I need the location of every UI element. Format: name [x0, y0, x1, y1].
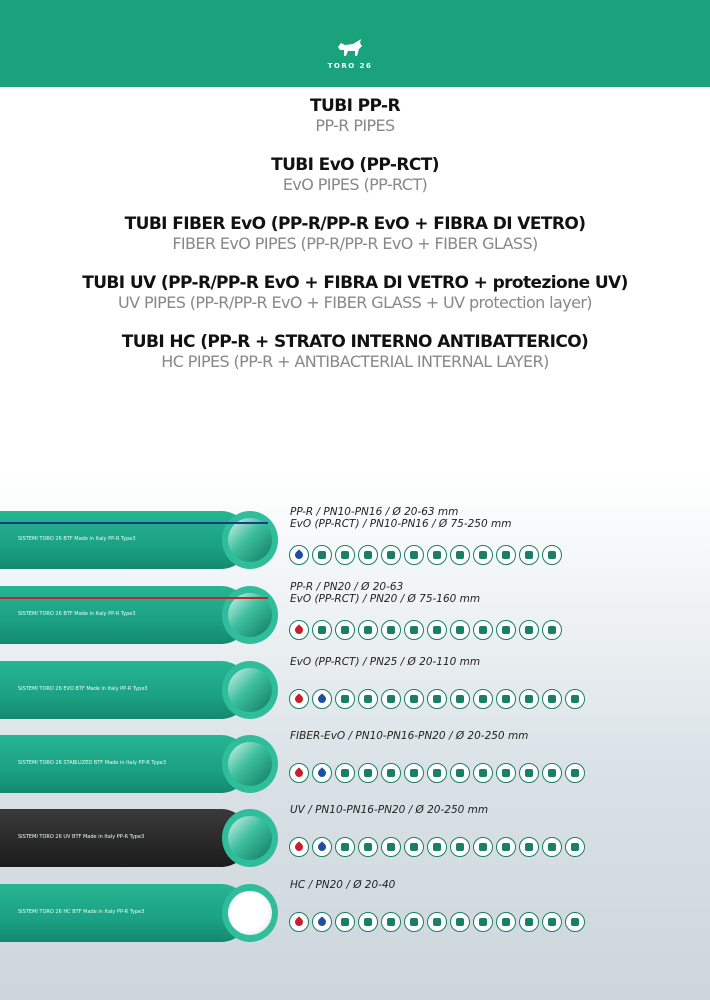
factory-icon: [542, 620, 562, 640]
waves-icon: [473, 912, 493, 932]
tank-icon: [450, 837, 470, 857]
spec-line: EvO (PP-RCT) / PN20 / Ø 75-160 mm: [290, 593, 481, 605]
fish-icon: [542, 837, 562, 857]
radiator-icon: [358, 689, 378, 709]
cup-icon: [312, 545, 332, 565]
title-list: [0, 96, 710, 391]
flask-icon: [496, 689, 516, 709]
header-band: [0, 0, 710, 87]
pipe-print-label: SISTEMI TORO 26 UV BTF Made in Italy PP-R Type3: [18, 834, 145, 840]
title-italian: TUBI UV (PP-R/PP-R EvO + FIBRA DI VETRO + protezione UV): [82, 273, 628, 293]
cup-icon: [335, 912, 355, 932]
cup-icon: [312, 620, 332, 640]
radiator-icon: [358, 763, 378, 783]
flask-icon: [496, 763, 516, 783]
leaf-icon: [404, 620, 424, 640]
title-english: HC PIPES (PP-R + ANTIBACTERIAL INTERNAL LAYER): [161, 352, 549, 371]
house-icon: [358, 620, 378, 640]
pipe-bore: [228, 668, 272, 712]
spec-line: EvO (PP-RCT) / PN25 / Ø 20-110 mm: [290, 656, 481, 668]
tank-icon: [450, 763, 470, 783]
waves-icon: [450, 545, 470, 565]
blue-drop-icon: [312, 689, 332, 709]
pipe-bore: [228, 593, 272, 637]
tank-icon: [450, 689, 470, 709]
heating-icon: [404, 912, 424, 932]
house-icon: [381, 912, 401, 932]
leaf-icon: [427, 763, 447, 783]
tree-icon: [519, 763, 539, 783]
pipe-bore: [228, 816, 272, 860]
pipe-bore: [228, 518, 272, 562]
blue-drop-icon: [312, 912, 332, 932]
spec-line: PP-R / PN10-PN16 / Ø 20-63 mm: [290, 506, 459, 518]
pipe-spec: [290, 804, 488, 816]
title-italian: TUBI FIBER EvO (PP-R/PP-R EvO + FIBRA DI VETRO): [124, 214, 586, 234]
red-drop-icon: [289, 620, 309, 640]
pipe-spec: [290, 581, 480, 605]
pipe-spec: [290, 879, 395, 891]
pipe-stripe: [0, 522, 268, 524]
title-italian: TUBI HC (PP-R + STRATO INTERNO ANTIBATTERICO): [121, 332, 589, 352]
pipe-print-label: SISTEMI TORO 26 HC BTF Made in Italy PP-R Type3: [18, 909, 145, 915]
heating-icon: [404, 763, 424, 783]
title-english: PP-R PIPES: [315, 116, 395, 135]
application-icons: [289, 620, 562, 640]
application-icons: [289, 837, 585, 857]
spec-line: FIBER-EvO / PN10-PN16-PN20 / Ø 20-250 mm: [290, 730, 529, 742]
waves-icon: [473, 837, 493, 857]
title-group: [0, 273, 710, 313]
fish-icon: [519, 620, 539, 640]
tree-icon: [519, 912, 539, 932]
house-icon: [335, 545, 355, 565]
brand-name: TORO 26: [327, 62, 373, 70]
pipe-end: [222, 809, 278, 867]
title-group: [0, 332, 710, 372]
pipe-print-label: SISTEMI TORO 26 EVO BTF Made in Italy PP-R Type3: [18, 686, 148, 692]
radiator-icon: [358, 912, 378, 932]
pipe-end: [222, 884, 278, 942]
title-english: EvO PIPES (PP-RCT): [282, 175, 428, 194]
brand-logo: [326, 38, 374, 82]
radiator-icon: [381, 545, 401, 565]
pipe-spec: [290, 656, 480, 668]
red-drop-icon: [289, 763, 309, 783]
heating-icon: [404, 837, 424, 857]
house-icon: [381, 837, 401, 857]
red-drop-icon: [289, 837, 309, 857]
pipe-stripe: [0, 597, 268, 599]
pipe-end: [222, 586, 278, 644]
tank-icon: [450, 912, 470, 932]
title-group: [0, 214, 710, 254]
pipe-image: [0, 884, 278, 942]
flask-icon: [473, 545, 493, 565]
tank-icon: [427, 620, 447, 640]
bull-icon: [335, 38, 365, 60]
pipe-image: [0, 511, 278, 569]
pipe-image: [0, 809, 278, 867]
title-english: UV PIPES (PP-R/PP-R EvO + FIBER GLASS + UV protection layer): [118, 293, 592, 312]
fish-icon: [542, 912, 562, 932]
pipe-spec: [290, 506, 511, 530]
spec-line: EvO (PP-RCT) / PN10-PN16 / Ø 75-250 mm: [290, 518, 512, 530]
fish-icon: [542, 689, 562, 709]
flask-icon: [473, 620, 493, 640]
pipe-image: [0, 735, 278, 793]
pipe-end: [222, 511, 278, 569]
pipe-image: [0, 661, 278, 719]
cup-icon: [335, 837, 355, 857]
heating-icon: [381, 620, 401, 640]
title-group: [0, 96, 710, 136]
pipe-print-label: SISTEMI TORO 26 BTF Made in Italy PP-R Type3: [18, 536, 136, 542]
cup-icon: [335, 689, 355, 709]
application-icons: [289, 763, 585, 783]
house-icon: [381, 689, 401, 709]
application-icons: [289, 689, 585, 709]
fish-icon: [542, 763, 562, 783]
blue-drop-icon: [312, 763, 332, 783]
factory-icon: [565, 689, 585, 709]
factory-icon: [565, 837, 585, 857]
spec-line: UV / PN10-PN16-PN20 / Ø 20-250 mm: [290, 804, 489, 816]
tree-icon: [519, 689, 539, 709]
house-icon: [381, 763, 401, 783]
waves-icon: [473, 763, 493, 783]
waves-icon: [473, 689, 493, 709]
pipe-end: [222, 735, 278, 793]
factory-icon: [565, 763, 585, 783]
heating-icon: [404, 689, 424, 709]
leaf-icon: [404, 545, 424, 565]
title-group: [0, 155, 710, 195]
radiator-icon: [335, 620, 355, 640]
leaf-icon: [427, 912, 447, 932]
pipe-bore: [228, 891, 272, 935]
pipe-print-label: SISTEMI TORO 26 BTF Made in Italy PP-R Type3: [18, 611, 136, 617]
pipe-image: [0, 586, 278, 644]
application-icons: [289, 545, 562, 565]
pipe-spec: [290, 730, 528, 742]
flask-icon: [496, 837, 516, 857]
pipe-print-label: SISTEMI TORO 26 STABILIZED BTF Made in Italy PP-R Type3: [18, 760, 167, 766]
spec-line: PP-R / PN20 / Ø 20-63: [290, 581, 404, 593]
leaf-icon: [427, 689, 447, 709]
fish-icon: [519, 545, 539, 565]
tree-icon: [496, 620, 516, 640]
tree-icon: [519, 837, 539, 857]
tree-icon: [496, 545, 516, 565]
flask-icon: [496, 912, 516, 932]
spec-line: HC / PN20 / Ø 20-40: [290, 879, 396, 891]
radiator-icon: [358, 837, 378, 857]
cup-icon: [335, 763, 355, 783]
leaf-icon: [427, 837, 447, 857]
red-drop-icon: [289, 912, 309, 932]
title-english: FIBER EvO PIPES (PP-R/PP-R EvO + FIBER GLASS): [172, 234, 538, 253]
pipe-bore: [228, 742, 272, 786]
tank-icon: [427, 545, 447, 565]
heating-icon: [358, 545, 378, 565]
application-icons: [289, 912, 585, 932]
blue-drop-icon: [312, 837, 332, 857]
factory-icon: [565, 912, 585, 932]
waves-icon: [450, 620, 470, 640]
pipe-end: [222, 661, 278, 719]
red-drop-icon: [289, 689, 309, 709]
title-italian: TUBI PP-R: [310, 96, 400, 116]
blue-drop-icon: [289, 545, 309, 565]
factory-icon: [542, 545, 562, 565]
title-italian: TUBI EvO (PP-RCT): [271, 155, 439, 175]
